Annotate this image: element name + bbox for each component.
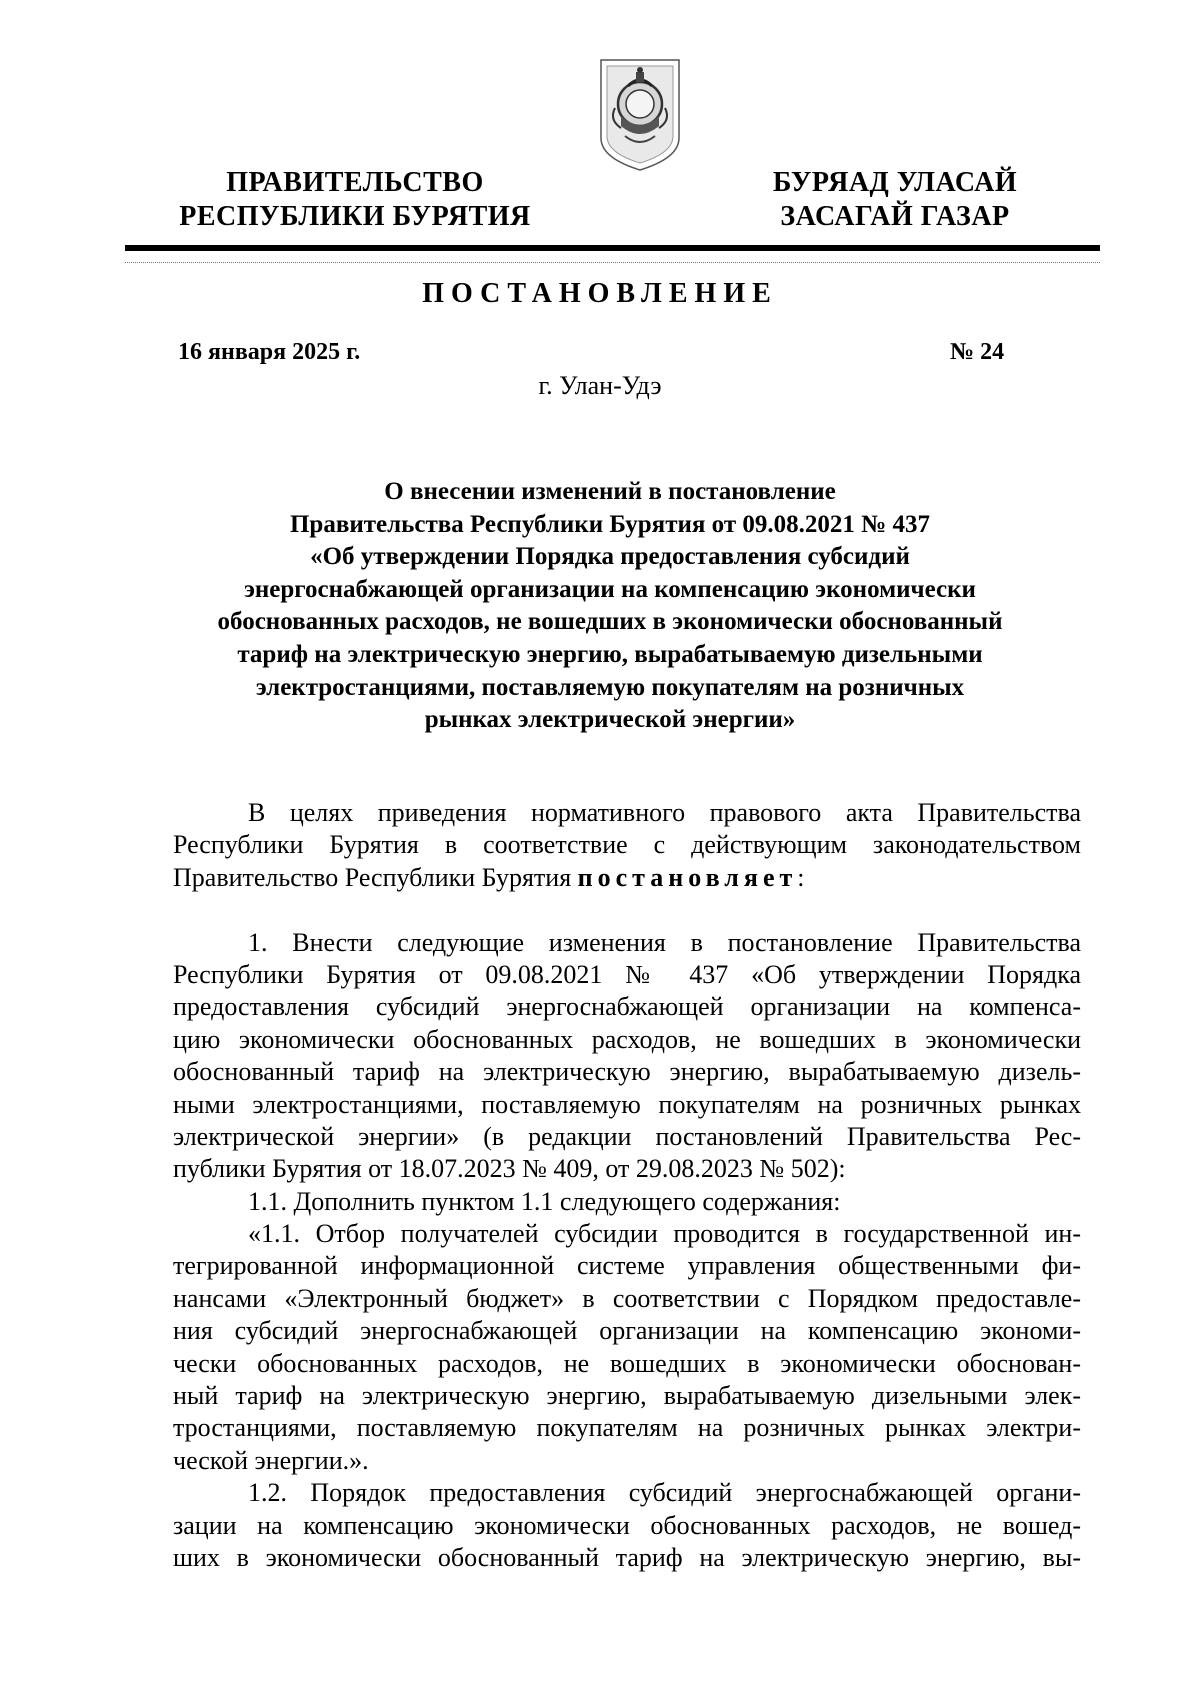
clause-1-line: Республики Бурятия от 09.08.2021 № 437 «Об утверждении Порядка xyxy=(173,959,1081,989)
clause-1-2-line: зации на компенсацию экономически обоснованных расходов, не вошед- xyxy=(173,1510,1081,1540)
title-line: тариф на электрическую энергию, вырабатываемую дизельными xyxy=(237,640,983,668)
clause-1-line: электрической энергии» (в редакции постановлений Правительства Рес- xyxy=(173,1121,1081,1151)
org-name-russian xyxy=(160,166,550,234)
coat-of-arms-icon xyxy=(595,56,685,174)
document-type: ПОСТАНОВЛЕНИЕ xyxy=(422,278,778,309)
title-line: «Об утверждении Порядка предоставления субсидий xyxy=(310,543,910,571)
preamble-line: В целях приведения нормативного правового акта Правительства xyxy=(248,798,1081,827)
document-body xyxy=(173,797,1081,1574)
org-name-russian-line: ПРАВИТЕЛЬСТВО xyxy=(226,167,484,198)
clause-1-line: ными электростанциями, поставляемую покупателям на розничных рынках xyxy=(173,1089,1081,1119)
clause-1-1-line: ческой энергии.». xyxy=(173,1445,369,1475)
preamble-line: Республики Бурятия в соответствие с действующим законодательством xyxy=(173,830,1081,860)
clause-1-1-intro: 1.1. Дополнить пунктом 1.1 следующего содержания: xyxy=(248,1186,841,1216)
org-name-buryat-line: БУРЯАД УЛАСАЙ xyxy=(772,167,1018,198)
document-date: 16 января 2025 г. xyxy=(178,339,361,365)
clause-1-1-line: ния субсидий энергоснабжающей организации на компенсацию экономи- xyxy=(173,1316,1081,1346)
preamble-prefix: Правительство Республики Бурятия xyxy=(173,862,578,892)
document-title xyxy=(160,476,1060,737)
decree-verb: постановляет xyxy=(577,862,798,892)
clause-1-line: предоставления субсидий энергоснабжающей организации на компенса- xyxy=(173,992,1081,1022)
title-line: Правительства Республики Бурятия от 09.08.2021 № 437 xyxy=(289,510,930,538)
title-line: электростанциями, поставляемую покупателям на розничных xyxy=(255,673,965,701)
clause-1-line: 1. Внести следующие изменения в постановление Правительства xyxy=(248,927,1081,957)
preamble-line xyxy=(173,862,1081,894)
clause-1-2-line: ших в экономически обоснованный тариф на электрическую энергию, вы- xyxy=(173,1542,1081,1572)
org-name-buryat xyxy=(745,166,1045,234)
document-number: № 24 xyxy=(950,339,1005,365)
clause-1-2-line: 1.2. Порядок предоставления субсидий энергоснабжающей органи- xyxy=(248,1478,1081,1508)
clause-1-1-line: тростанциями, поставляемую покупателям на розничных рынках электри- xyxy=(173,1413,1081,1443)
clause-1-line: публики Бурятия от 18.07.2023 № 409, от 29.08.2023 № 502): xyxy=(173,1154,846,1184)
title-line: обоснованных расходов, не вошедших в экономически обоснованный xyxy=(217,608,1003,636)
preamble-suffix: : xyxy=(797,862,805,892)
clause-1-1-line: «1.1. Отбор получателей субсидии проводится в государственной ин- xyxy=(248,1219,1081,1249)
title-line: рынках электрической энергии» xyxy=(424,706,796,734)
document-city: г. Улан-Удэ xyxy=(538,371,662,400)
clause-1-1-line: ный тариф на электрическую энергию, вырабатываемую дизельными элек- xyxy=(173,1381,1081,1411)
clause-1-1-line: нансами «Электронный бюджет» в соответствии с Порядком предоставле- xyxy=(173,1283,1081,1313)
org-name-russian-line: РЕСПУБЛИКИ БУРЯТИЯ xyxy=(179,201,531,232)
clause-1-1-line: тегрированной информационной системе управления общественными фи- xyxy=(173,1251,1081,1281)
org-name-buryat-line: ЗАСАГАЙ ГАЗАР xyxy=(780,201,1010,232)
title-line: энергоснабжающей организации на компенсацию экономически xyxy=(244,575,976,603)
clause-1-line: обоснованный тариф на электрическую энергию, вырабатываемую дизель- xyxy=(173,1057,1081,1087)
clause-1-1-line: чески обоснованных расходов, не вошедших в экономически обоснован- xyxy=(173,1348,1081,1378)
paragraph-gap xyxy=(173,894,1081,926)
header-divider-thin xyxy=(125,262,1100,263)
header-divider-thick xyxy=(125,245,1100,251)
clause-1-line: цию экономически обоснованных расходов, не вошедших в экономически xyxy=(173,1024,1081,1054)
title-line: О внесении изменений в постановление xyxy=(384,478,836,505)
